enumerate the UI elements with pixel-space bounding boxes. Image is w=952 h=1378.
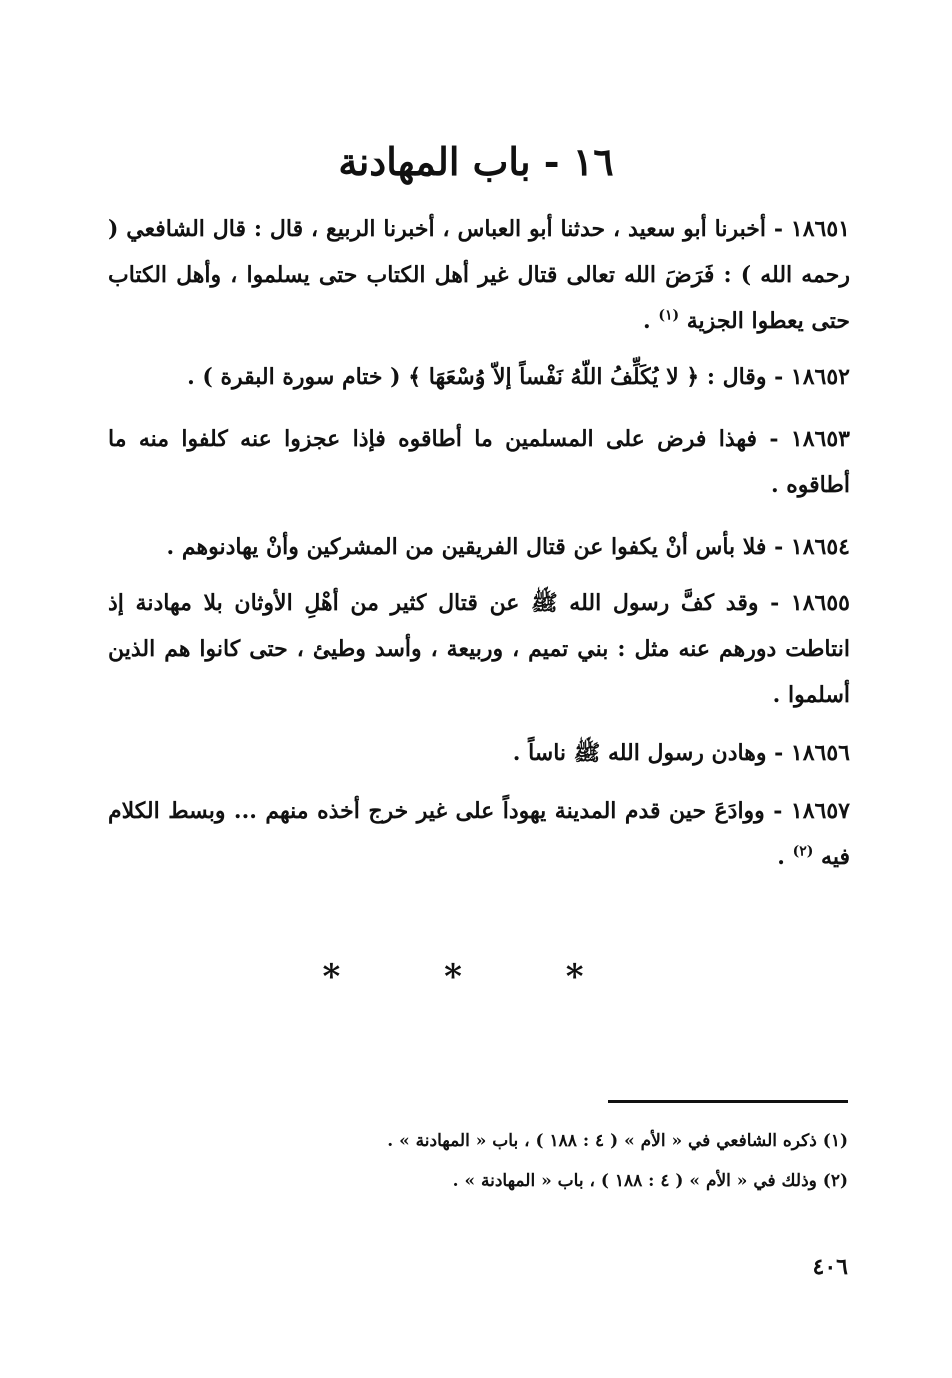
paragraph-text: ١٨٦٥١ - أخبرنا أبو سعيد ، حدثنا أبو العباس ، أخبرنا الربيع ، قال : قال الشافعي ( رحمه الله ) : فَرَضَ الله تعالى قتال غير أهل الكتاب حتى يسلموا ، وأهل الكتاب حتى يعطوا الجزية (108, 216, 850, 334)
paragraph-text: ١٨٦٥٧ - ووادَعَ حين قدم المدينة يهوداً على غير خرج أخذه منهم ... وبسط الكلام فيه (108, 798, 850, 870)
footnote-ref-2: (٢) (792, 843, 814, 860)
paragraph-text: ١٨٦٥٣ - فهذا فرض على المسلمين ما أطاقوه فإذا عجزوا عنه كلفوا منه ما أطاقوه . (108, 426, 850, 498)
paragraph-end: . (642, 308, 659, 334)
paragraph-18656 (108, 730, 850, 776)
chapter-title: ١٦ - باب المهادنة (338, 139, 614, 184)
footnote-2: (٢) وذلك في « الأم » ( ٤ : ١٨٨ ) ، باب « المهادنة » . (452, 1171, 848, 1191)
paragraph-end: . (777, 844, 793, 870)
footnote-divider (608, 1100, 848, 1103)
paragraph-18655 (108, 580, 850, 718)
paragraph-18652 (108, 354, 850, 400)
footnote-1: (١) ذكره الشافعي في « الأم » ( ٤ : ١٨٨ ) ، باب « المهادنة » . (387, 1131, 848, 1151)
page-number: ٤٠٦ (812, 1254, 848, 1280)
paragraph-18654 (108, 524, 850, 570)
paragraph-18653 (108, 416, 850, 508)
paragraph-text: ١٨٦٥٦ - وهادن رسول الله ﷺ ناساً . (512, 740, 850, 766)
section-separator: * * * (322, 957, 630, 997)
paragraph-18657 (108, 788, 850, 880)
paragraph-text: ١٨٦٥٢ - وقال : ﴿ لا يُكَلِّفُ اللّهُ نَفْساً إلاّ وُسْعَهَا ﴾ ( ختام سورة البقرة ) . (187, 364, 850, 390)
paragraph-text: ١٨٦٥٥ - وقد كفَّ رسول الله ﷺ عن قتال كثير من أهْلِ الأوثان بلا مهادنة إذ انتاطت دورهم عنه مثل : بني تميم ، وربيعة ، وأسد وطيئ ، حتى كانوا هم الذين أسلموا . (108, 590, 850, 708)
footnote-ref-1: (١) (658, 307, 680, 324)
paragraph-18651 (108, 206, 850, 344)
paragraph-text: ١٨٦٥٤ - فلا بأس أنْ يكفوا عن قتال الفريقين من المشركين وأنْ يهادنوهم . (166, 534, 850, 560)
